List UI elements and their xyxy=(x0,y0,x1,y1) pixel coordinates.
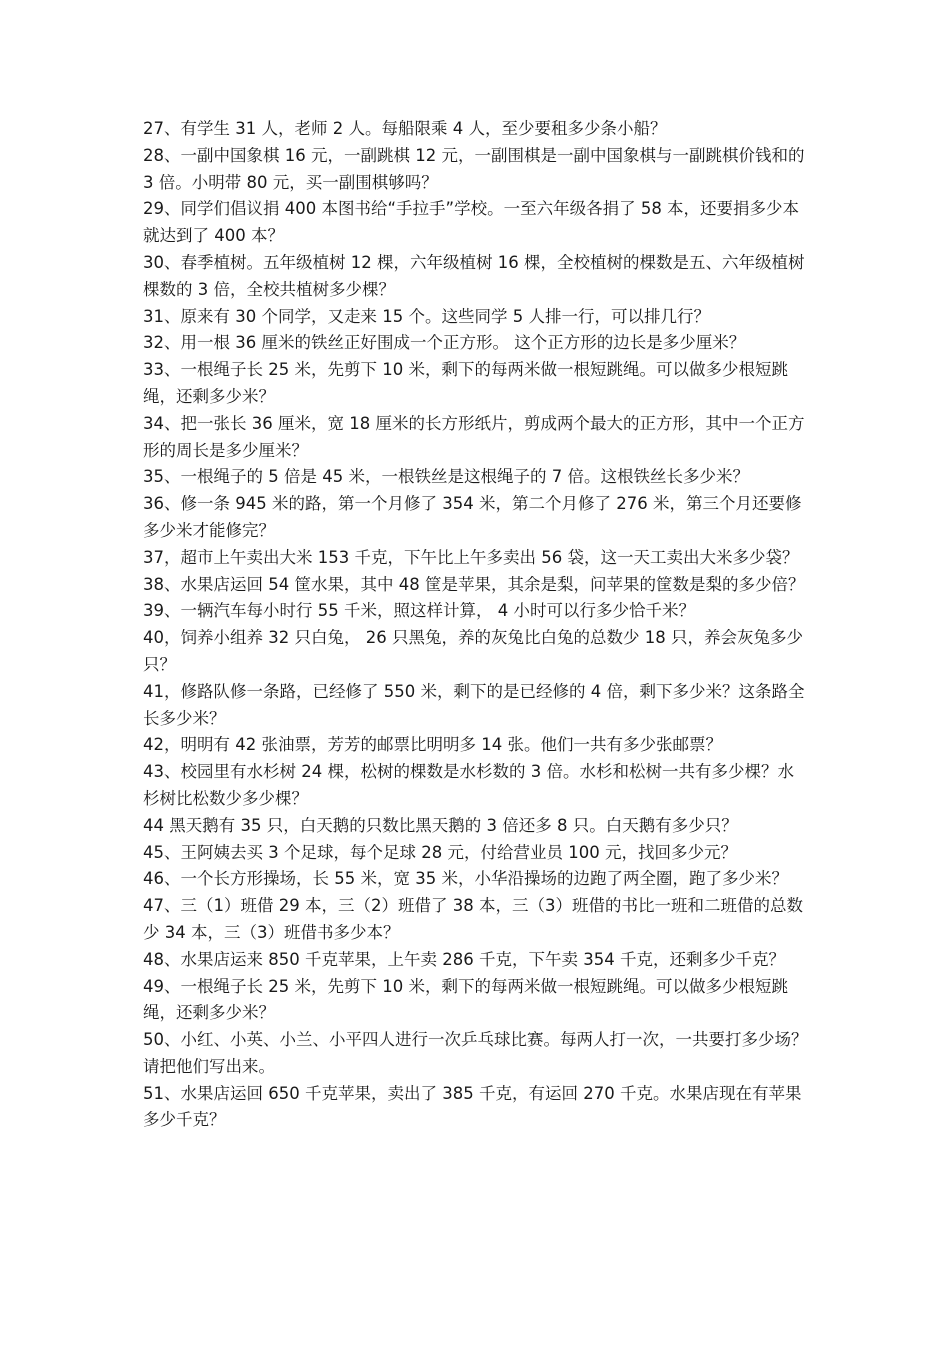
problem-49: 49、一根绳子长 25 米，先剪下 10 米，剩下的每两米做一根短跳绳。可以做多少根短跳绳，还剩多少米？ xyxy=(143,976,788,1023)
problem-48: 48、水果店运来 850 千克苹果，上午卖 286 千克，下午卖 354 千克，还剩多少千克？ xyxy=(143,949,785,969)
problem-33: 33、一根绳子长 25 米，先剪下 10 米，剩下的每两米做一根短跳绳。可以做多少根短跳绳，还剩多少米？ xyxy=(143,360,788,406)
problem-42: 42，明明有 42 张油票，芳芳的邮票比明明多 14 张。他们一共有多少张邮票？ xyxy=(143,735,722,755)
problem-39: 39、一辆汽车每小时行 55 千米，照这样计算， 4 小时可以行多少恰千米？ xyxy=(143,601,695,621)
problem-40: 40，饲养小组养 32 只白兔， 26 只黑兔，养的灰兔比白兔的总数少 18 只，养会灰兔多少只？ xyxy=(143,628,803,674)
problem-31: 31、原来有 30 个同学，又走来 15 个。这些同学 5 人排一行，可以排几行？ xyxy=(143,306,710,326)
problem-47: 47、三（1）班借 29 本，三（2）班借了 38 本，三（3）班借的书比一班和二班借的总数少 34 本，三（3）班借书多少本？ xyxy=(143,896,803,942)
problem-30: 30、春季植树。五年级植树 12 棵，六年级植树 16 棵，全校植树的棵数是五、六年级植树棵数的 3 倍，全校共植树多少棵？ xyxy=(143,252,805,299)
problem-50: 50、小红、小英、小兰、小平四人进行一次乒乓球比赛。每两人打一次，一共要打多少场？请把他们写出来。 xyxy=(143,1030,808,1076)
problem-36: 36、修一条 945 米的路，第一个月修了 354 米，第二个月修了 276 米，第三个月还要修多少米才能修完？ xyxy=(143,494,802,540)
problem-list xyxy=(143,116,808,1134)
problem-46: 46、一个长方形操场，长 55 米，宽 35 米，小华沿操场的边跑了两全圈，跑了多少米？ xyxy=(143,869,788,889)
problem-38: 38、水果店运回 54 筐水果，其中 48 筐是苹果，其余是梨，问苹果的筐数是梨的多少倍？ xyxy=(143,574,805,594)
problem-34: 34、把一张长 36 厘米，宽 18 厘米的长方形纸片，剪成两个最大的正方形，其中一个正方形的周长是多少厘米？ xyxy=(143,413,805,460)
problem-35: 35、一根绳子的 5 倍是 45 米，一根铁丝是这根绳子的 7 倍。这根铁丝长多少米？ xyxy=(143,467,749,487)
problem-37: 37，超市上午卖出大米 153 千克，下午比上午多卖出 56 袋，这一天工卖出大米多少袋？ xyxy=(143,547,799,567)
problem-32: 32、用一根 36 厘米的铁丝正好围成一个正方形。 这个正方形的边长是多少厘米？ xyxy=(143,333,746,353)
problem-44: 44 黑天鹅有 35 只，白天鹅的只数比黑天鹅的 3 倍还多 8 只。白天鹅有多少只？ xyxy=(143,815,738,835)
problem-27: 27、有学生 31 人，老师 2 人。每船限乘 4 人，至少要租多少条小船？ xyxy=(143,119,667,138)
problem-45: 45、王阿姨去买 3 个足球，每个足球 28 元，付给营业员 100 元，找回多少元？ xyxy=(143,842,737,862)
problem-51: 51、水果店运回 650 千克苹果，卖出了 385 千克，有运回 270 千克。水果店现在有苹果多少千克？ xyxy=(143,1083,802,1130)
problem-29: 29、同学们倡议捐 400 本图书给“手拉手”学校。一至六年级各捐了 58 本，还要捐多少本就达到了 400 本？ xyxy=(143,199,800,246)
problem-43: 43、校园里有水杉树 24 棵，松树的棵数是水杉数的 3 倍。水杉和松树一共有多少棵？水杉树比松数少多少棵？ xyxy=(143,762,794,808)
problem-41: 41，修路队修一条路，已经修了 550 米，剩下的是已经修的 4 倍，剩下多少米？这条路全长多少米？ xyxy=(143,681,805,728)
problem-28: 28、一副中国象棋 16 元，一副跳棋 12 元，一副围棋是一副中国象棋与一副跳棋价钱和的 3 倍。小明带 80 元，买一副围棋够吗？ xyxy=(143,145,805,192)
